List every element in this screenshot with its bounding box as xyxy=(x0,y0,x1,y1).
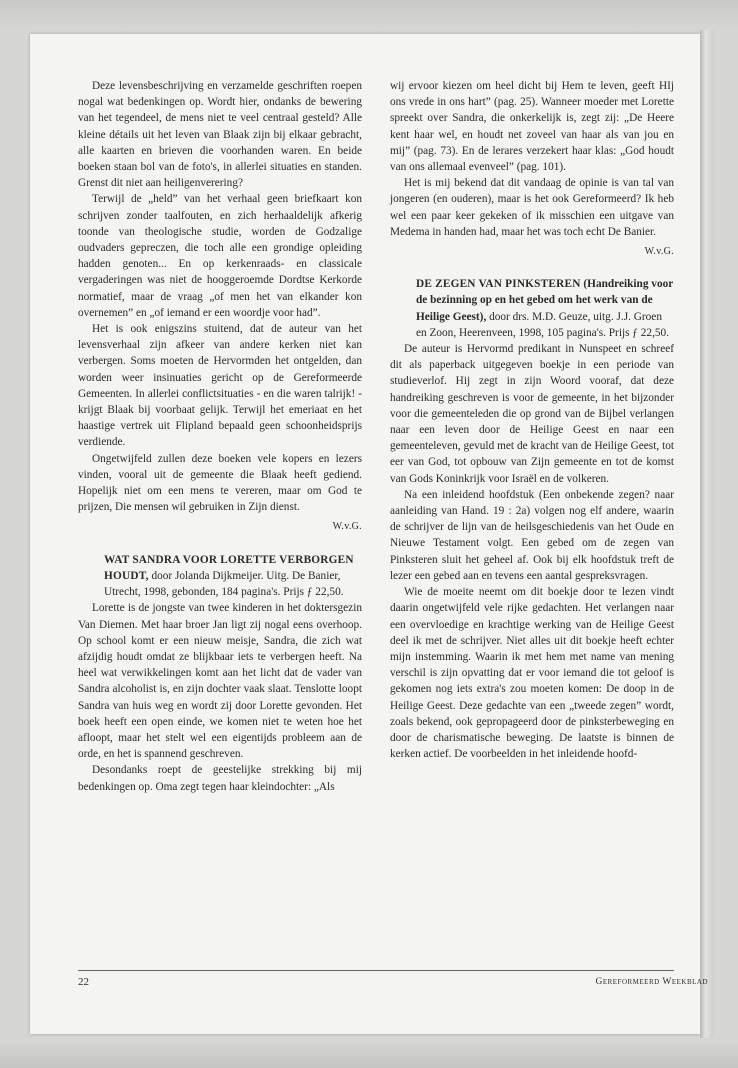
page-number: 22 xyxy=(78,976,89,988)
paragraph: De auteur is Hervormd predikant in Nunspeet en schreef dit als paperback uitgegeven boekje in een periode van studieverlof. Hij zegt in zijn Woord vooraf, dat deze handreiking geschreven is voor de gemeente, in het bijzonder voor die gemeenteleden die op grond van de Bijbel verlangen naar een leven door de Heilige Geest en naar een gemeenteleven, gevuld met de kracht van de Heilige Geest, tot eer van God, tot opbouw van Zijn gemeente en tot de komst van Gods Koninkrijk voor Israël en de volkeren. xyxy=(390,343,674,485)
paragraph: Lorette is de jongste van twee kinderen in het doktersgezin Van Diemen. Met haar broer Jan ligt zij nogal eens overhoop. Op school komt er een nieuw meisje, Sandra, die zich wat afzijdig houdt omdat ze blijkbaar iets te verbergen heeft. Na heel wat verwikkelingen komt aan het licht dat de vader van Sandra alcoholist is, en zijn dochter vaak slaat. Tenslotte loopt Sandra van huis weg en wordt zij door Lorette gevonden. Het boek heeft een open einde, we komen niet te weten hoe het afloopt, maar het stelt wel een eigentijds probleem aan de orde, en het is spannend geschreven. xyxy=(78,602,362,761)
book-review-heading xyxy=(390,276,674,341)
paragraph: Wie de moeite neemt om dit boekje door te lezen vindt daarin ongetwijfeld vele rijke gedachten. Het verlangen naar een overvloedige en krachtige werking van de Heilige Geest deel ik met de schrijver. Niet alles uit dit boekje heeft echter mijn instemming. Waarin ik met hem met name van mening verschil is zijn opvatting dat er voor iemand die tot geloof is gekomen nog iets extra's zou moeten komen: De doop in de Heilige Geest. Deze gedachte van een „tweede zegen” wordt, zoals bekend, ook gepropageerd door de pinksterbeweging en door de charismatische beweging. De laatste is binnen de kerken actief. De voorbeelden in het inleidende hoofd- xyxy=(390,586,674,761)
book-subtitle: (Handreiking voor de bezinning op en het gebed om het werk van de Heilige Geest), xyxy=(416,278,674,323)
book-review-heading xyxy=(78,552,362,601)
footer-divider xyxy=(78,970,674,971)
book-title: DE ZEGEN VAN PINKSTEREN xyxy=(416,278,581,291)
paragraph: Deze levensbeschrijving en verzamelde geschriften roepen nogal wat bedenkingen op. Wordt hier, ondanks de bewering van het tegendeel, de mens niet te veel centraal gesteld? Alle kleine détails uit het leven van Blaak zijn bij elkaar gebracht, alle kaarten en brieven die voorhanden waren. En beide boeken staan bol van de foto's, in allerlei situaties en standen. Grenst dit niet aan heiligenverering? xyxy=(78,80,362,190)
paragraph: Desondanks roept de geestelijke strekking bij mij bedenkingen op. Oma zegt tegen haar kleindochter: „Als xyxy=(78,764,362,793)
paragraph: Het is ook enigszins stuitend, dat de auteur van het levensverhaal zijn afkeer van andere kerken niet kan verbergen. Soms moeten de Hervormden het ontgelden, dan worden weer insinuaties gericht op de Gereformeerde Gemeenten. In allerlei conflictsituaties - en die waren talrijk! - krijgt Blaak bij voorbaat gelijk. Terwijl het emeriaat en het haastige vertrek uit Flipland bepaald geen schoonheidsprijs verdiende. xyxy=(78,323,362,449)
page-spine-shadow xyxy=(700,30,714,1038)
book-details: door drs. M.D. Geuze, uitg. J.J. Groen en Zoon, Heerenveen, 1998, 105 pagina's. Prijs ƒ 22,50. xyxy=(416,310,670,339)
reviewer-signature: W.v.G. xyxy=(644,246,674,258)
book-title: WAT SANDRA VOOR LORETTE VERBORGEN HOUDT, xyxy=(104,553,354,582)
paragraph: Terwijl de „held” van het verhaal geen briefkaart kon schrijven zonder taalfouten, en zich herhaaldelijk afkerig toonde van theologische studie, worden de Godzalige oudvaders gepreczen, die toch alle een grondige opleiding hadden genoten... En op kerkenraads- en classicale vergaderingen was niet de hooggeroemde Dordtse Kerkorde normatief, maar de vraag „of men het van elkander kon overnemen” en „of iemand er een woordje voor had”. xyxy=(78,193,362,319)
paragraph: Het is mij bekend dat dit vandaag de opinie is van tal van jongeren (en ouderen), maar is het ook Gereformeerd? Ik heb wel een paar keer gekeken of ik misschien een uitgave van Medema in handen had, maar het was toch echt De Banier. xyxy=(390,177,674,238)
book-details: door Jolanda Dijkmeijer. Uitg. De Banier, Utrecht, 1998, gebonden, 184 pagina's. Prijs ƒ 22,50. xyxy=(104,569,344,599)
paragraph: Ongetwijfeld zullen deze boeken vele kopers en lezers vinden, vooral uit de gemeente die Blaak heeft gediend. Hopelijk niet om een mens te vereren, maar om God te prijzen, Die mensen wil gebruiken in Zijn dienst. xyxy=(78,452,362,514)
left-column xyxy=(78,78,362,795)
right-column xyxy=(390,78,674,762)
journal-name: Gereformeerd Weekblad xyxy=(595,977,708,987)
reviewer-signature: W.v.G. xyxy=(332,521,362,533)
paragraph: Na een inleidend hoofdstuk (Een onbekende zegen? naar aanleiding van Hand. 19 : 2a) volgen nog elf andere, waarin de schrijver de lijn van de heilsgeschiedenis van het Oude en Nieuwe Testament volgt. Een gebed om de zegen van Pinksteren sluit het geheel af. Ook bij elk hoofdstuk treft de lezer een gebed aan en tevens een aantal gespreksvragen. xyxy=(390,488,674,582)
paragraph: wij ervoor kiezen om heel dicht bij Hem te leven, geeft HIj ons vrede in ons hart” (pag. 25). Wanneer moeder met Lorette spreekt over Sandra, die onkerkelijk is, zegt zij: „De Heere kent haar wel, en houdt net zoveel van haar als van jou en mij” (pag. 73). En de lerares verzekert haar klas: „God houdt van ons allemaal evenveel” (pag. 101). xyxy=(390,80,674,174)
